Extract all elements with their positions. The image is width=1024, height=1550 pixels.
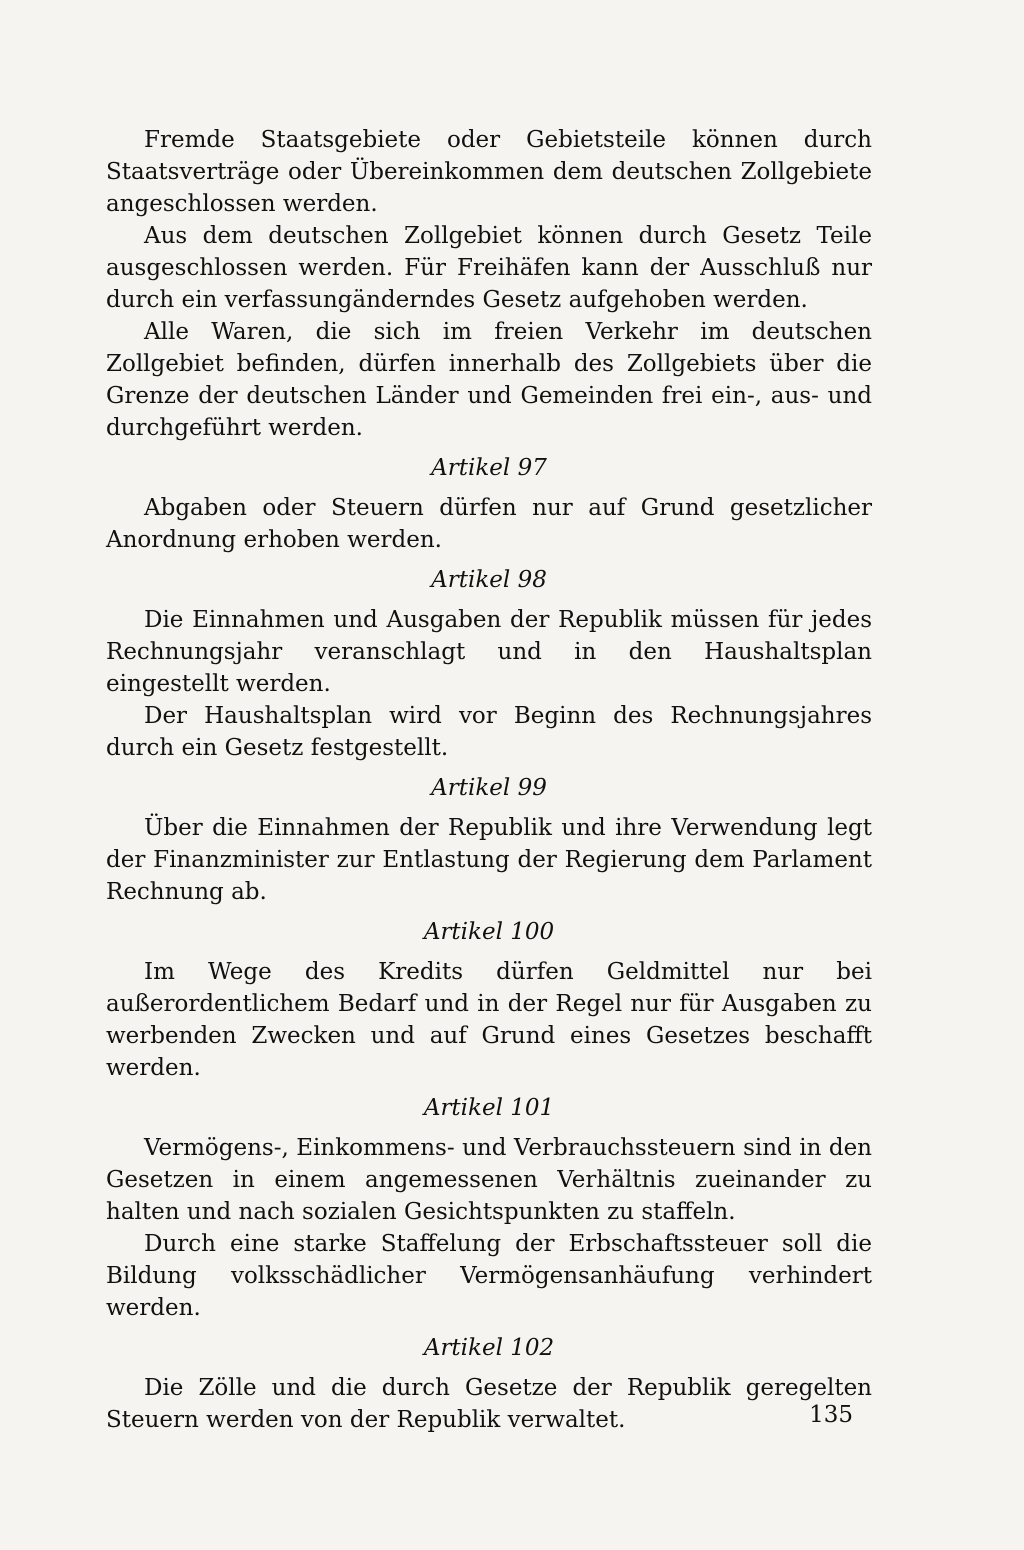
paragraph-zollgebiet-ausschluss: Aus dem deutschen Zollgebiet können durch Gesetz Teile ausgeschlossen werden. Für Freihäfen kann der Ausschluß nur durch ein verfassungänderndes Gesetz aufgehoben werden.: [106, 223, 872, 313]
page-number: 135: [809, 1402, 853, 1428]
paragraph-freier-verkehr: Alle Waren, die sich im freien Verkehr im deutschen Zollgebiet befinden, dürfen innerhalb des Zollgebiets über die Grenze der deutschen Länder und Gemeinden frei ein-, aus- und durchgeführt werden.: [106, 319, 872, 441]
article-heading-100: Artikel 100: [423, 919, 555, 945]
page-body: [106, 124, 872, 1436]
paragraph-zollgebiet-anschluss: Fremde Staatsgebiete oder Gebietsteile können durch Staatsverträge oder Übereinkommen dem deutschen Zollgebiete angeschlossen werden.: [106, 127, 872, 217]
paragraph-article-98-2: Der Haushaltsplan wird vor Beginn des Rechnungsjahres durch ein Gesetz festgestellt.: [106, 703, 872, 761]
article-heading-101: Artikel 101: [423, 1095, 555, 1121]
article-heading-97: Artikel 97: [431, 455, 547, 481]
paragraph-article-101-2: Durch eine starke Staffelung der Erbschaftssteuer soll die Bildung volksschädlicher Vermögensanhäufung verhindert werden.: [106, 1231, 872, 1321]
article-heading-102: Artikel 102: [423, 1335, 555, 1361]
article-heading-99: Artikel 99: [431, 775, 547, 801]
paragraph-article-102: Die Zölle und die durch Gesetze der Republik geregelten Steuern werden von der Republik verwaltet.: [106, 1375, 872, 1433]
paragraph-article-98-1: Die Einnahmen und Ausgaben der Republik müssen für jedes Rechnungsjahr veranschlagt und in den Haushaltsplan eingestellt werden.: [106, 607, 872, 697]
article-heading-98: Artikel 98: [431, 567, 547, 593]
paragraph-article-101-1: Vermögens-, Einkommens- und Verbrauchssteuern sind in den Gesetzen in einem angemessenen Verhältnis zueinander zu halten und nach sozialen Gesichtspunkten zu staffeln.: [106, 1135, 872, 1225]
paragraph-article-97: Abgaben oder Steuern dürfen nur auf Grund gesetzlicher Anordnung erhoben werden.: [106, 495, 872, 553]
paragraph-article-99: Über die Einnahmen der Republik und ihre Verwendung legt der Finanzminister zur Entlastung der Regierung dem Parlament Rechnung ab.: [106, 815, 872, 905]
paragraph-article-100: Im Wege des Kredits dürfen Geldmittel nur bei außerordentlichem Bedarf und in der Regel nur für Ausgaben zu werbenden Zwecken und auf Grund eines Gesetzes beschafft werden.: [106, 959, 872, 1081]
